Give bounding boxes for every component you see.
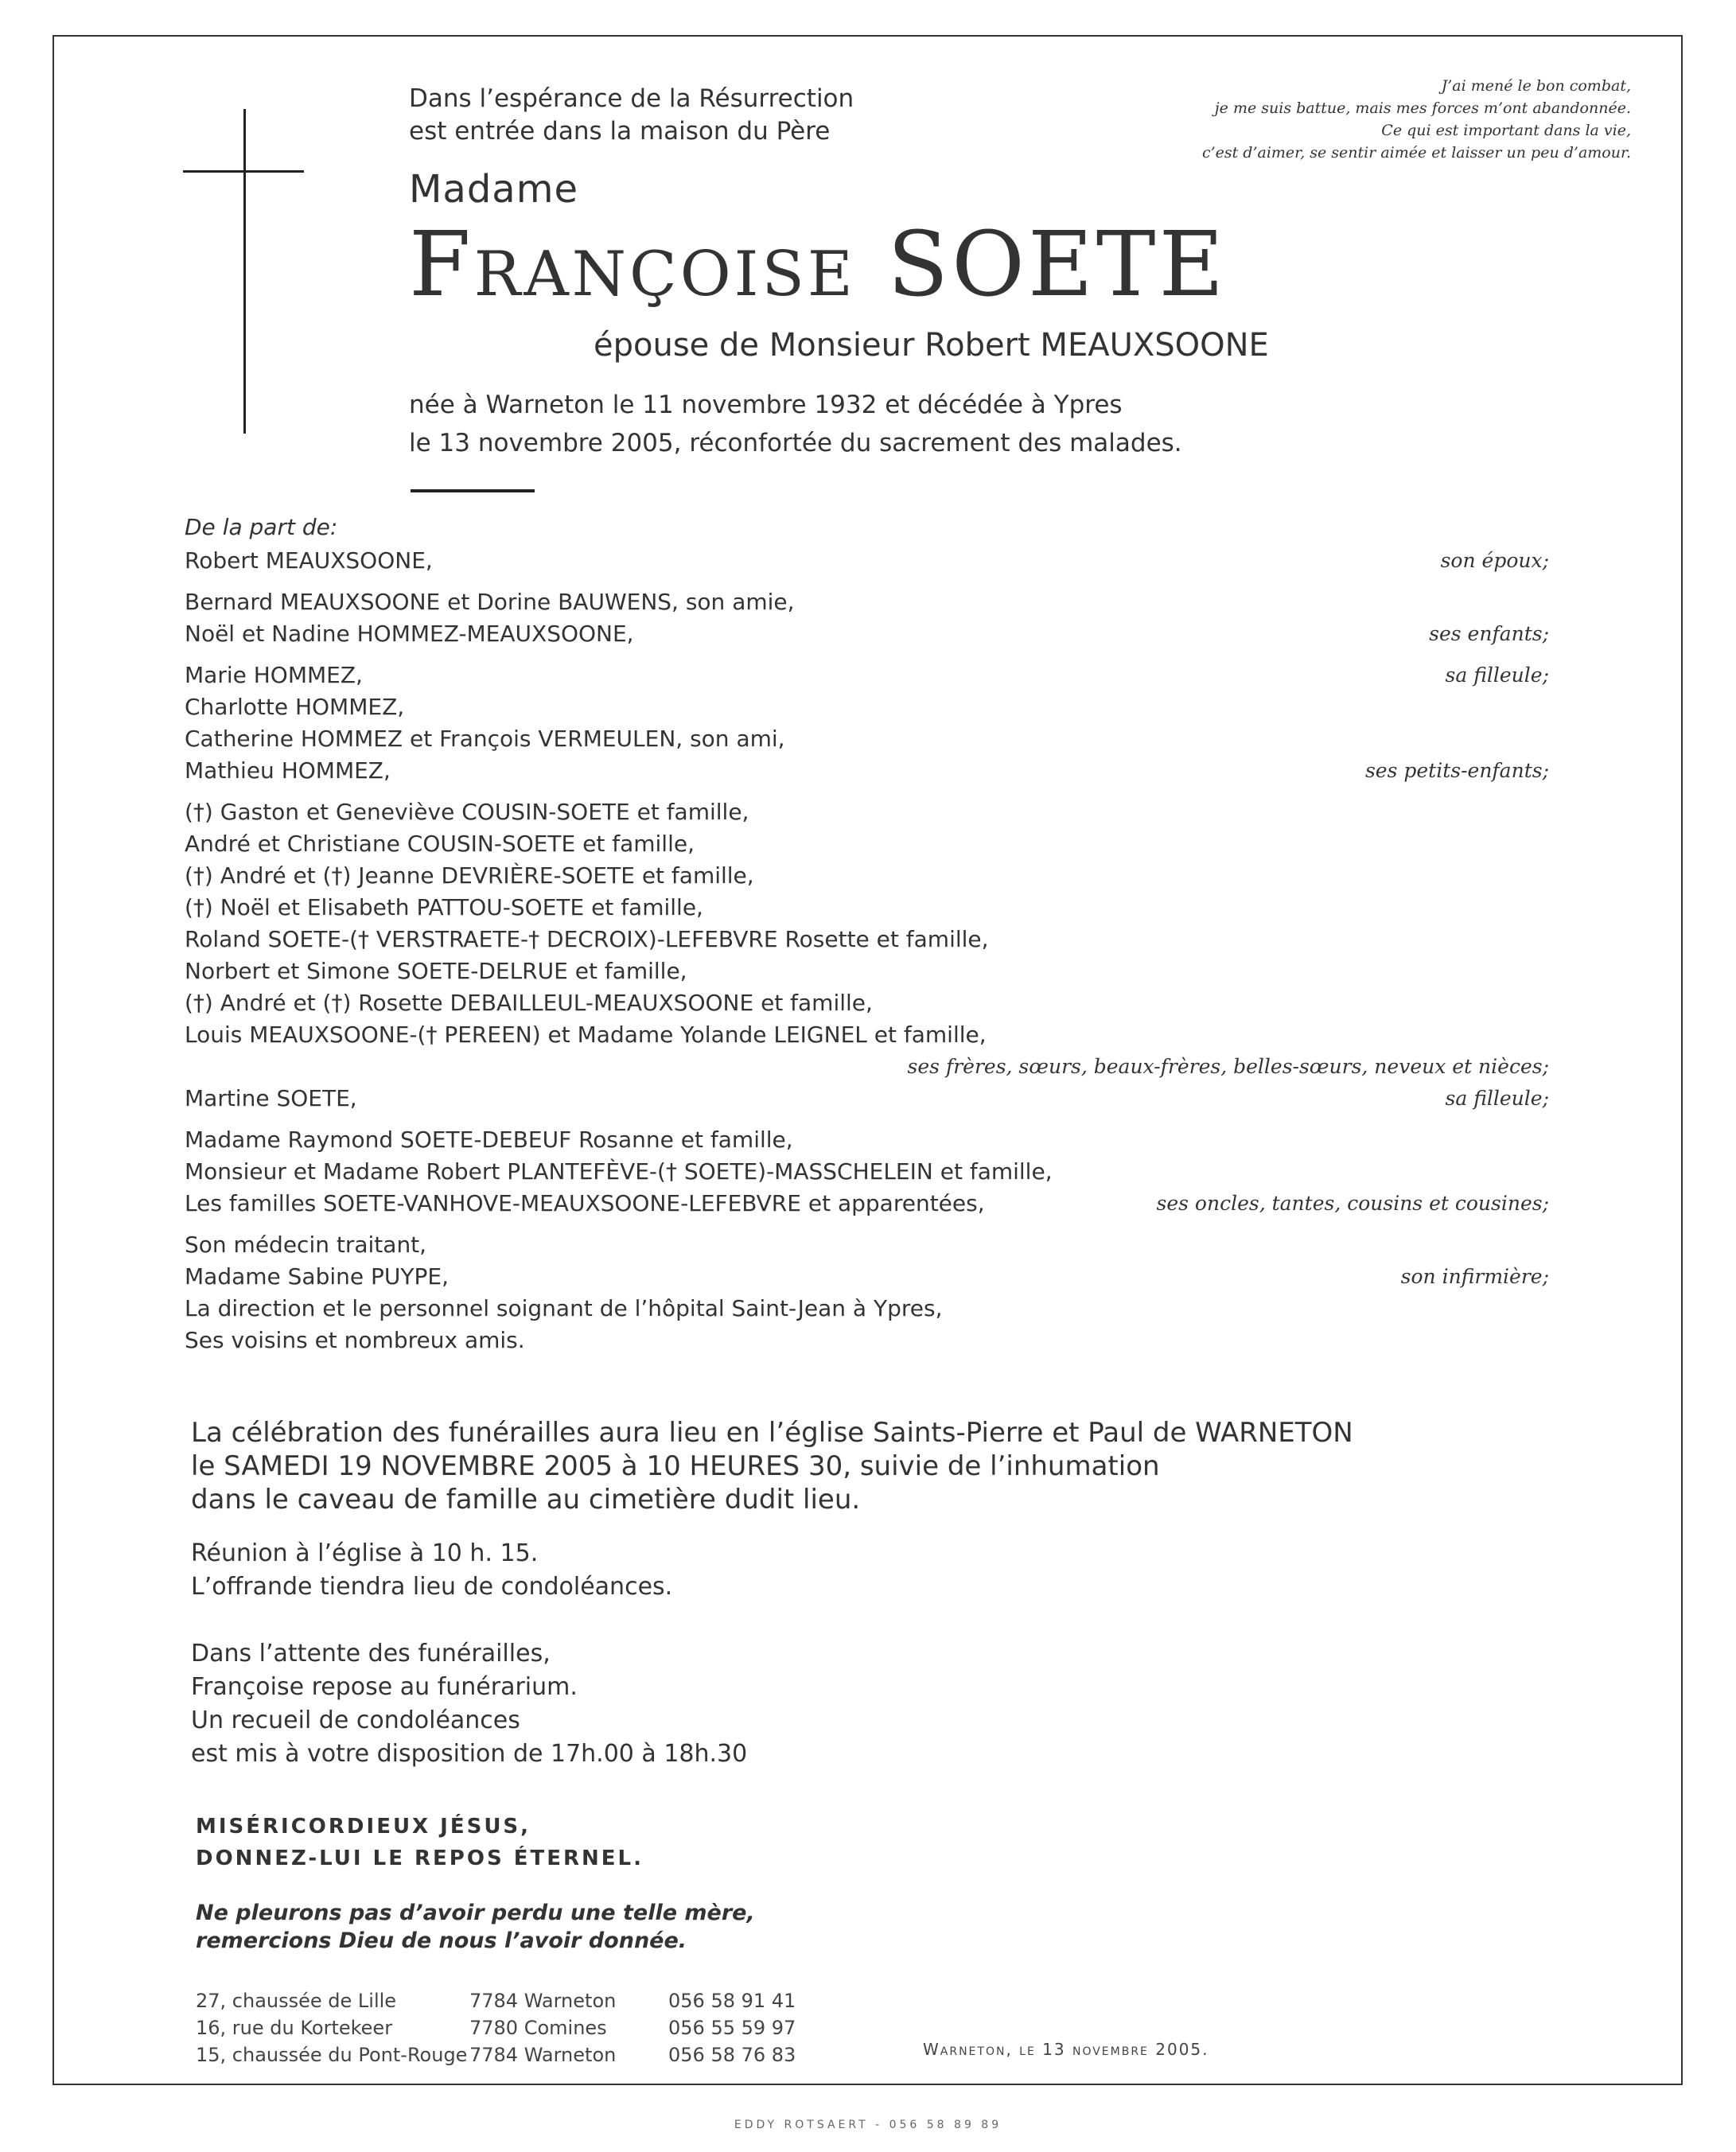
family-row: [185, 1325, 1549, 1356]
reunion: Réunion à l’église à 10 h. 15. L’offrande tiendra lieu de condoléances.: [191, 1539, 673, 1601]
family-row: [185, 1229, 1549, 1261]
spouse-line: épouse de Monsieur Robert MEAUXSOONE: [594, 327, 1269, 364]
family-member: Roland SOETE-(† VERSTRAETE-† DECROIX)-LEFEBVRE Rosette et famille,: [185, 926, 989, 952]
family-row: [185, 892, 1549, 924]
closing-verse: Ne pleurons pas d’avoir perdu une telle mère, remercions Dieu de nous l’avoir donnée.: [196, 1901, 755, 1953]
family-row: [185, 1188, 1549, 1220]
family-member: (†) André et (†) Rosette DEBAILLEUL-MEAUXSOONE et famille,: [185, 990, 873, 1016]
quote: J’ai mené le bon combat, je me suis battue, mais mes forces m’ont abandonnée. Ce qui est important dans la vie, c’est d’aimer, se sentir aimée et laisser un peu d’amour.: [1201, 77, 1631, 161]
family-member: Madame Sabine PUYPE,: [185, 1263, 449, 1290]
relation-label: sa filleule;: [1445, 664, 1549, 687]
title: Madame: [409, 167, 578, 212]
relation-label: ses petits-enfants;: [1364, 759, 1549, 782]
family-member: La direction et le personnel soignant de l’hôpital Saint-Jean à Ypres,: [185, 1295, 943, 1321]
family-row: [185, 618, 1549, 650]
relation-label: ses oncles, tantes, cousins et cousines;: [1156, 1192, 1549, 1215]
separator: [411, 489, 535, 492]
family-row: [185, 1261, 1549, 1293]
family-member: Mathieu HOMMEZ,: [185, 757, 391, 784]
family-member: Martine SOETE,: [185, 1085, 357, 1111]
family-row: [185, 545, 1549, 577]
birth-death: née à Warneton le 11 novembre 1932 et décédée à Ypres le 13 novembre 2005, réconfortée du sacrement des malades.: [409, 391, 1182, 457]
family-row: [185, 1083, 1549, 1115]
family-member: Ses voisins et nombreux amis.: [185, 1327, 525, 1353]
family-member: (†) Noël et Elisabeth PATTOU-SOETE et famille,: [185, 894, 703, 920]
family-member: Son médecin traitant,: [185, 1232, 427, 1258]
relation-label: son infirmière;: [1400, 1265, 1549, 1288]
printer-credit: EDDY ROTSAERT - 056 58 89 89: [734, 2119, 1002, 2131]
family-row: [185, 1124, 1549, 1156]
cross-icon: [243, 109, 246, 434]
family-member: Madame Raymond SOETE-DEBEUF Rosanne et famille,: [185, 1127, 793, 1153]
address-row: 16, rue du Kortekeer 7780 Comines 056 55 59 97: [196, 2017, 796, 2039]
prayer: MISÉRICORDIEUX JÉSUS, DONNEZ-LUI LE REPOS ÉTERNEL.: [196, 1815, 644, 1870]
addresses: [196, 1987, 812, 2068]
family-row: [185, 1156, 1549, 1188]
family-row: [185, 586, 1549, 618]
relation-label: sa filleule;: [1445, 1087, 1549, 1110]
address-row: 15, chaussée du Pont-Rouge 7784 Warneton 056 58 76 83: [196, 2044, 796, 2066]
family-row: [185, 796, 1549, 828]
funeral-info: La célébration des funérailles aura lieu en l’église Saints-Pierre et Paul de WARNETON le SAMEDI 19 NOVEMBRE 2005 à 10 HEURES 30, suivie de l’inhumation dans le caveau de famille au cimetière dudit lieu. Réunion à l’église à 10 h. 15. L’offrande tiendra lieu de condoléances. Dans l’attente des funérailles, Françoise repose au funérarium. Un recueil de condoléances est mis à votre disposition de 17h.00 à 18h.30: [191, 1416, 1353, 1771]
family-member: Louis MEAUXSOONE-(† PEREEN) et Madame Yolande LEIGNEL et famille,: [185, 1022, 987, 1048]
funerarium: Dans l’attente des funérailles, Françoise repose au funérarium. Un recueil de condoléances est mis à votre disposition de 17h.00 à 18h.30: [191, 1640, 748, 1768]
family-row: [185, 1019, 1549, 1051]
address-row: 27, chaussée de Lille 7784 Warneton 056 58 91 41: [196, 1990, 796, 2012]
family-member: Catherine HOMMEZ et François VERMEULEN, son ami,: [185, 726, 785, 752]
family-member: (†) Gaston et Geneviève COUSIN-SOETE et famille,: [185, 799, 749, 825]
family-member: Marie HOMMEZ,: [185, 662, 363, 688]
intro-text: Dans l’espérance de la Résurrection est entrée dans la maison du Père: [409, 84, 854, 146]
family-row: [185, 660, 1549, 691]
family-row: [185, 860, 1549, 892]
family-row: [185, 924, 1549, 955]
family-member: Les familles SOETE-VANHOVE-MEAUXSOONE-LEFEBVRE et apparentées,: [185, 1190, 985, 1216]
family-member: Monsieur et Madame Robert PLANTEFÈVE-(† SOETE)-MASSCHELEIN et famille,: [185, 1158, 1053, 1185]
family-member: Robert MEAUXSOONE,: [185, 547, 433, 574]
relation-label: son époux;: [1440, 549, 1549, 572]
deceased-name: Françoise SOETE: [409, 213, 1228, 317]
place-date: Warneton, le 13 novembre 2005.: [923, 2040, 1209, 2059]
family-member: Charlotte HOMMEZ,: [185, 694, 405, 720]
relation-label: ses frères, sœurs, beaux-frères, belles-sœurs, neveux et nièces;: [907, 1055, 1549, 1078]
cross-icon-bar: [183, 170, 304, 173]
family-row: [185, 1051, 1549, 1083]
family-header: De la part de:: [185, 514, 338, 540]
family-row: [185, 987, 1549, 1019]
family-row: [185, 691, 1549, 723]
family-row: [185, 828, 1549, 860]
family-row: [185, 723, 1549, 755]
family-member: André et Christiane COUSIN-SOETE et famille,: [185, 831, 695, 857]
family-member: Noël et Nadine HOMMEZ-MEAUXSOONE,: [185, 621, 634, 647]
family-row: [185, 955, 1549, 987]
family-row: [185, 1293, 1549, 1325]
family-member: (†) André et (†) Jeanne DEVRIÈRE-SOETE et famille,: [185, 862, 754, 889]
family-member: Norbert et Simone SOETE-DELRUE et famille,: [185, 958, 687, 984]
family-member: Bernard MEAUXSOONE et Dorine BAUWENS, son amie,: [185, 589, 795, 615]
family-row: [185, 755, 1549, 787]
family-list: [185, 510, 1549, 1356]
relation-label: ses enfants;: [1429, 622, 1549, 645]
